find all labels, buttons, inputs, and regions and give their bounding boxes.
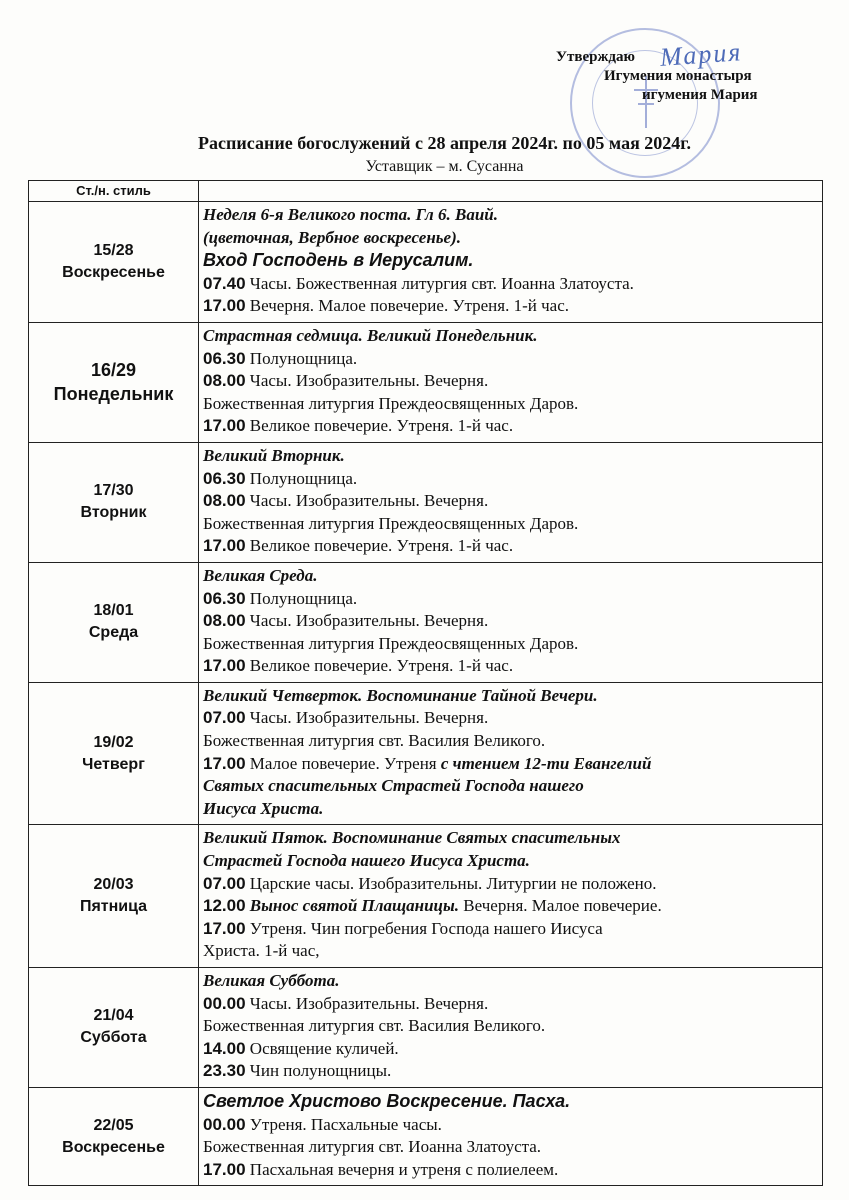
date-label: 22/05	[93, 1116, 134, 1134]
service-line	[203, 513, 822, 536]
service-line	[203, 1136, 822, 1159]
date-label: 19/02	[93, 733, 134, 751]
weekday-label: Суббота	[80, 1029, 147, 1047]
day-cell	[29, 968, 199, 1088]
day-cell	[29, 825, 199, 968]
service-text: Великое повечерие. Утреня. 1-й час.	[245, 656, 514, 676]
service-line	[203, 610, 822, 633]
services-cell	[199, 322, 823, 442]
service-title: Великая Среда.	[203, 565, 318, 585]
schedule-table	[28, 180, 823, 1186]
table-header-row	[29, 181, 823, 202]
weekday-label: Понедельник	[53, 384, 174, 405]
service-time: 00.00	[203, 1114, 246, 1134]
table-row	[29, 825, 823, 968]
service-line	[203, 655, 822, 678]
service-line	[203, 850, 822, 873]
table-row	[29, 1087, 823, 1185]
weekday-label: Четверг	[82, 755, 145, 773]
day-cell	[29, 562, 199, 682]
service-line	[203, 393, 822, 416]
service-text: Пасхальная вечерня и утреня с полиелеем.	[245, 1159, 559, 1179]
service-title: Великая Суббота.	[203, 971, 340, 990]
table-row	[29, 322, 823, 442]
service-title: Неделя 6-я Великого поста. Гл 6. Ваий.	[203, 205, 498, 224]
service-text: Божественная литургия Преждеосвященных Даров.	[203, 393, 579, 413]
service-text: Полунощница.	[245, 588, 358, 608]
service-line	[203, 490, 822, 513]
service-line	[203, 827, 822, 850]
service-text: Божественная литургия Преждеосвященных Даров.	[203, 633, 579, 653]
table-row	[29, 442, 823, 562]
service-time: 17.00	[203, 416, 246, 436]
approval-block	[556, 48, 816, 105]
service-time: 06.30	[203, 468, 246, 488]
service-line	[203, 445, 822, 468]
day-cell	[29, 322, 199, 442]
service-text: Великое повечерие. Утреня. 1-й час.	[245, 536, 514, 556]
service-line	[203, 1038, 822, 1061]
service-line	[203, 1060, 822, 1083]
weekday-label: Пятница	[79, 898, 148, 916]
service-time: 17.00	[203, 753, 246, 773]
service-line	[203, 940, 822, 963]
service-title: Великий Вторник.	[203, 445, 345, 465]
service-title: Страстей Господа нашего Иисуса Христа.	[203, 851, 530, 871]
approval-line1: Утверждаю	[556, 49, 635, 65]
date-label: 16/29	[90, 360, 137, 381]
service-time: 17.00	[203, 656, 246, 676]
service-text: Божественная литургия свт. Василия Великого.	[203, 1016, 546, 1036]
service-time: 23.30	[203, 1061, 246, 1081]
service-line	[203, 370, 822, 393]
day-cell	[29, 682, 199, 825]
service-title: Иисуса Христа.	[203, 798, 324, 818]
service-text: Царские часы. Изобразительны. Литургии не положено.	[245, 873, 657, 893]
day-cell	[29, 202, 199, 323]
service-line	[203, 565, 822, 588]
day-cell	[29, 1087, 199, 1185]
service-line	[203, 730, 822, 753]
services-cell	[199, 1087, 823, 1185]
services-cell	[199, 442, 823, 562]
date-label: 20/03	[93, 876, 134, 894]
signature: Мария	[659, 37, 744, 72]
table-row	[29, 968, 823, 1088]
service-text: Божественная литургия свт. Василия Великого.	[203, 731, 546, 751]
service-text: Божественная литургия Преждеосвященных Даров.	[203, 513, 579, 533]
service-time: 12.00	[203, 896, 246, 916]
service-line	[203, 227, 822, 250]
service-line	[203, 325, 822, 348]
feast-title: Вход Господень в Иерусалим.	[203, 250, 474, 271]
service-title: (цветочная, Вербное воскресенье).	[203, 227, 461, 247]
service-line	[203, 249, 822, 273]
service-time: 17.00	[203, 296, 246, 316]
service-text: Полунощница.	[245, 468, 358, 488]
service-line	[203, 873, 822, 896]
service-line	[203, 993, 822, 1016]
service-line	[203, 1114, 822, 1137]
services-cell	[199, 202, 823, 323]
service-text: Часы. Изобразительны. Вечерня.	[245, 491, 489, 511]
date-label: 17/30	[93, 482, 134, 500]
date-label: 15/28	[93, 241, 134, 259]
service-line	[203, 918, 822, 941]
service-text: Христа. 1-й час,	[203, 941, 320, 961]
table-row	[29, 202, 823, 323]
service-text: Утреня. Пасхальные часы.	[245, 1114, 442, 1134]
service-line	[203, 895, 822, 918]
service-time: 07.00	[203, 873, 246, 893]
header-services	[199, 181, 823, 202]
weekday-label: Среда	[88, 624, 139, 642]
table-row	[29, 562, 823, 682]
service-text: Вечерня. Малое повечерие. Утреня. 1-й час.	[245, 296, 569, 316]
service-line	[203, 685, 822, 708]
feast-title: Светлое Христово Воскресение. Пасха.	[203, 1090, 571, 1111]
service-line	[203, 204, 822, 227]
service-time: 07.40	[203, 273, 246, 293]
service-line	[203, 588, 822, 611]
service-line	[203, 273, 822, 296]
services-cell	[199, 562, 823, 682]
approval-line3: игумения Мария	[642, 87, 758, 103]
service-text: Часы. Божественная литургия свт. Иоанна Златоуста.	[245, 273, 634, 293]
service-time: 07.00	[203, 708, 246, 728]
service-line	[203, 798, 822, 821]
table-row	[29, 682, 823, 825]
service-text: Полунощница.	[245, 348, 358, 368]
service-text: Вечерня. Малое повечерие.	[459, 896, 662, 916]
services-cell	[199, 682, 823, 825]
service-time: 17.00	[203, 1159, 246, 1179]
service-title: Великий Пяток. Воспоминание Святых спасительных	[203, 828, 621, 848]
page-title: Расписание богослужений с 28 апреля 2024г. по 05 мая 2024г.	[198, 133, 691, 153]
service-line	[203, 295, 822, 318]
page-subtitle: Уставщик – м. Сусанна	[365, 158, 524, 175]
service-time: 06.30	[203, 348, 246, 368]
approval-line2: Игумения монастыря	[604, 68, 752, 84]
weekday-label: Воскресенье	[62, 263, 165, 281]
service-line	[203, 535, 822, 558]
service-text: Чин полунощницы.	[245, 1061, 392, 1081]
service-text: Великое повечерие. Утреня. 1-й час.	[245, 416, 514, 436]
services-cell	[199, 968, 823, 1088]
service-text: Часы. Изобразительны. Вечерня.	[245, 371, 489, 391]
service-text: Часы. Изобразительны. Вечерня.	[245, 993, 489, 1013]
service-time: 14.00	[203, 1038, 246, 1058]
date-label: 18/01	[93, 602, 134, 620]
service-text: Часы. Изобразительны. Вечерня.	[245, 708, 489, 728]
service-line	[203, 1015, 822, 1038]
service-time: 17.00	[203, 536, 246, 556]
service-line	[203, 707, 822, 730]
service-line	[203, 775, 822, 798]
service-title: Святых спасительных Страстей Господа нашего	[203, 776, 584, 796]
day-cell	[29, 442, 199, 562]
service-line	[203, 468, 822, 491]
service-time: 08.00	[203, 491, 246, 511]
service-time: 00.00	[203, 993, 246, 1013]
service-time: 08.00	[203, 611, 246, 631]
service-text: Божественная литургия свт. Иоанна Златоуста.	[203, 1137, 542, 1157]
service-text: Утреня. Чин погребения Господа нашего Иисуса	[245, 918, 603, 938]
service-time: 08.00	[203, 371, 246, 391]
services-cell	[199, 825, 823, 968]
service-line	[203, 753, 822, 776]
header-date: Ст./н. стиль	[29, 181, 199, 202]
service-line	[203, 633, 822, 656]
date-label: 21/04	[93, 1007, 134, 1025]
service-time: 06.30	[203, 588, 246, 608]
service-line	[203, 1159, 822, 1182]
service-line	[203, 970, 822, 993]
weekday-label: Вторник	[80, 504, 147, 522]
service-line	[203, 1090, 822, 1114]
service-title: Страстная седмица. Великий Понедельник.	[203, 325, 538, 345]
service-highlight: Вынос святой Плащаницы.	[245, 896, 460, 916]
service-text: Освящение куличей.	[245, 1038, 399, 1058]
service-time: 17.00	[203, 918, 246, 938]
service-note: с чтением 12-ти Евангелий	[440, 753, 652, 773]
service-title: Великий Четверток. Воспоминание Тайной Вечери.	[203, 685, 598, 705]
service-text: Малое повечерие. Утреня	[245, 753, 441, 773]
service-line	[203, 348, 822, 371]
weekday-label: Воскресенье	[62, 1138, 165, 1156]
service-line	[203, 415, 822, 438]
service-text: Часы. Изобразительны. Вечерня.	[245, 611, 489, 631]
